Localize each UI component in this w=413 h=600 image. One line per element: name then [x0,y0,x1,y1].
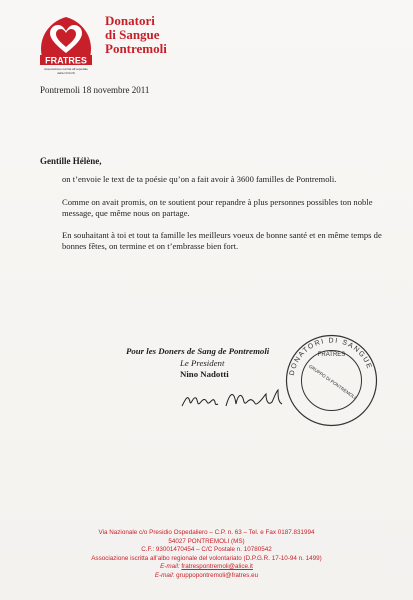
letterhead-footer [0,529,413,580]
footer-registration: Associazione iscritta all’albo regionale del volontariato (D.P.G.R. 17-10-94 n. 1499) [91,554,322,562]
org-name-line-2: di Sangue [105,27,160,42]
paragraph-1: on t’envoie le text de ta poésie qu’on a fait avoir à 3600 familles de Pontremoli. [62,174,337,184]
letter-date: Pontremoli 18 novembre 2011 [40,85,150,95]
email-link-1[interactable]: fratrespontremoli@alice.it [181,563,253,570]
signature-name: Nino Nadotti [180,369,229,379]
svg-text:DONATORI DI SANGUE: DONATORI DI SANGUE [288,337,373,377]
svg-text:Associazione iscritta all'ospe: Associazione iscritta all'ospedale [44,67,88,71]
org-name-line-3: Pontremoli [105,41,167,56]
footer-city: 54027 PONTREMOLI (MS) [168,537,245,545]
salutation: Gentille Hélène, [40,156,102,166]
fratres-logo [36,13,96,76]
footer-email-2-row [0,572,413,581]
paragraph-3: En souhaitant à toi et tout ta famille les meilleurs voeux de bonne santé et en même temps de bonnes fêtes, on termine et on t’embrasse bien fort. [62,230,382,251]
footer-tax-info: C.F.: 93001470454 – C/C Postale n. 10780542 [141,546,272,553]
svg-text:FRATRES: FRATRES [45,55,87,66]
signature-role: Le President [180,357,225,368]
email-label: E-mail: [160,563,180,570]
organization-name [105,14,167,56]
svg-text:della COLOS: della COLOS [57,71,75,75]
footer-address: Via Nazionale c/o Presidio Ospedaliero – C.P. n. 63 – Tel. e Fax 0187.831994 [98,529,315,536]
footer-email-1-row [0,563,413,572]
svg-text:FRATRES: FRATRES [317,352,346,358]
signature-organization: Pour les Doners de Sang de Pontremoli [126,346,270,356]
paragraph-2: Comme on avait promis, on te soutient pour repandre à plus personnes possibles ton noble message, que même nous on partage. [62,197,373,218]
email-link-2[interactable]: gruppopontremoli@fratres.eu [176,571,259,579]
organization-stamp [284,333,379,428]
svg-text:GRUPPO DI PONTREMOLI: GRUPPO DI PONTREMOLI [307,363,357,400]
email-label: E-mail: [154,571,175,579]
org-name-line-1: Donatori [105,13,155,28]
signature-block [126,346,269,381]
handwritten-signature [178,384,288,414]
